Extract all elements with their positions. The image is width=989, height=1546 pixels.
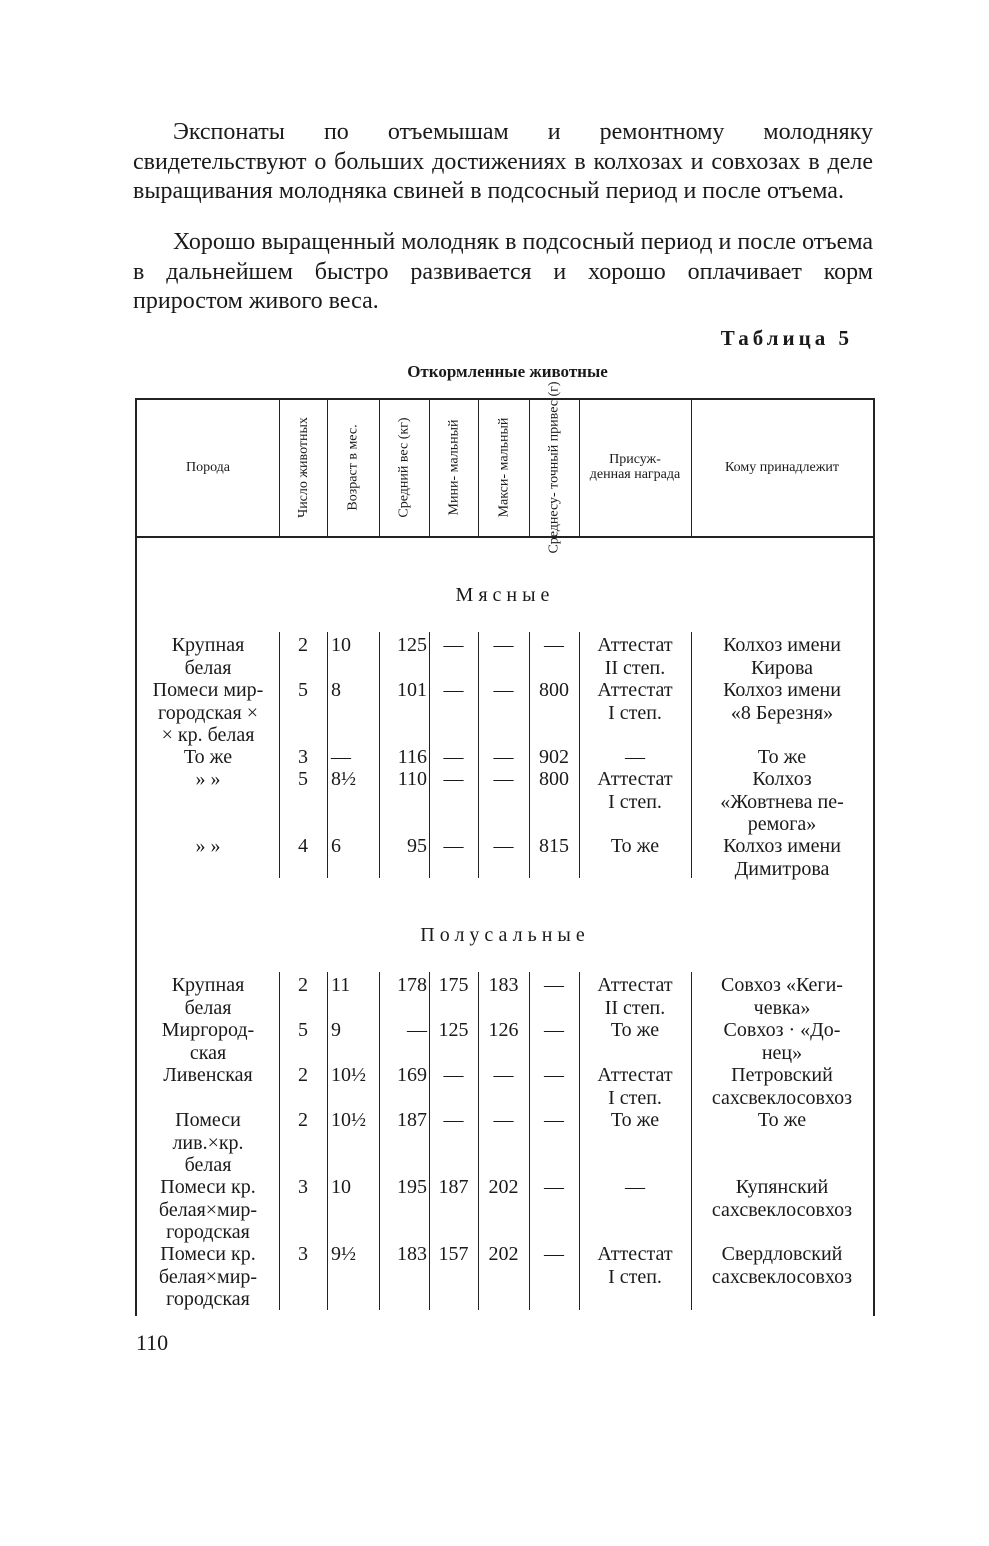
cell-max: 202 (488, 1243, 519, 1265)
header-award: Присуж- денная награда (589, 452, 681, 482)
cell-owner: Купянский (735, 1176, 829, 1198)
cell-gain: — (544, 1176, 564, 1198)
paragraph-2: Хорошо выращенный молодняк в подсосный период и после отъема в дальнейшем быстро развивается и хорошо оплачивает корм приростом живого веса. (133, 229, 873, 314)
column-divider (429, 632, 430, 878)
cell-owner: Колхоз (752, 768, 812, 790)
cell-age: 8½ (331, 768, 356, 790)
cell-breed: То же (183, 746, 233, 768)
cell-n: 2 (298, 974, 308, 996)
cell-award: II степ. (604, 996, 666, 1019)
header-divider (579, 398, 580, 536)
cell-award: Аттестат (597, 634, 673, 656)
cell-gain: — (544, 974, 564, 996)
cell-n: 3 (298, 1176, 308, 1198)
column-divider (478, 972, 479, 1310)
cell-avg: 116 (397, 746, 427, 768)
cell-age: 8 (331, 679, 341, 701)
cell-age: 9½ (331, 1243, 356, 1265)
cell-breed: белая (184, 1154, 232, 1176)
cell-owner: Совхоз «Кеги- (721, 974, 843, 996)
cell-min: — (443, 746, 464, 768)
section-heading-meat: Мясные (455, 584, 555, 606)
cell-n: 2 (298, 1064, 308, 1086)
cell-gain: 815 (539, 835, 569, 857)
cell-max: — (493, 1109, 514, 1131)
cell-age: 9 (331, 1019, 341, 1041)
cell-owner: сахсвеклосовхоз (711, 1198, 853, 1221)
cell-age: 11 (331, 974, 351, 996)
cell-gain: 800 (539, 679, 569, 701)
cell-min: — (443, 768, 464, 790)
header-owner: Кому принадлежит (724, 459, 840, 475)
cell-max: — (493, 835, 514, 857)
cell-min: — (443, 679, 464, 701)
cell-award: I степ. (608, 1086, 662, 1109)
header-divider (429, 398, 430, 536)
cell-gain: — (544, 634, 564, 656)
cell-max: — (493, 1064, 514, 1086)
cell-max: — (493, 768, 514, 790)
cell-owner: сахсвеклосовхоз (711, 1265, 853, 1288)
cell-award: II степ. (604, 656, 666, 679)
paragraph-1: Экспонаты по отъемышам и ремонтному молодняку свидетельствуют о больших достижениях в колхозах и совхозах в деле выращивания молодняка свиней в подсосный период и после отъема. (133, 119, 873, 204)
cell-age: 10 (331, 634, 351, 656)
cell-breed: белая×мир- (158, 1198, 258, 1221)
cell-avg: 101 (397, 679, 427, 701)
cell-breed: Помеси (175, 1109, 241, 1131)
cell-max: 202 (488, 1176, 519, 1198)
cell-min: 157 (438, 1243, 469, 1265)
header-divider (279, 398, 280, 536)
cell-owner: Димитрова (734, 857, 830, 880)
cell-breed: ская (189, 1041, 227, 1064)
cell-owner: ремога» (747, 813, 817, 835)
cell-breed: Миргород- (161, 1019, 255, 1041)
cell-min: — (443, 1064, 464, 1086)
cell-avg: 125 (397, 634, 427, 656)
cell-n: 5 (298, 768, 308, 790)
cell-n: 3 (298, 746, 308, 768)
cell-breed: Крупная (171, 634, 245, 656)
cell-breed: лив.×кр. (172, 1131, 244, 1154)
column-divider (279, 632, 280, 878)
cell-breed: белая×мир- (158, 1265, 258, 1288)
cell-breed: » » (195, 835, 221, 857)
cell-gain: — (544, 1243, 564, 1265)
header-count: Число животных (295, 416, 311, 518)
header-divider (478, 398, 479, 536)
cell-gain: 902 (539, 746, 569, 768)
cell-owner: Свердловский (721, 1243, 843, 1265)
cell-age: 6 (331, 835, 341, 857)
cell-award: Аттестат (597, 768, 673, 790)
cell-breed: белая (184, 656, 232, 679)
cell-max: 126 (488, 1019, 519, 1041)
header-age: Возраст в мес. (345, 423, 361, 511)
cell-avg: 169 (397, 1064, 427, 1086)
cell-award: То же (610, 835, 660, 857)
cell-n: 5 (298, 1019, 308, 1041)
cell-gain: — (544, 1019, 564, 1041)
cell-gain: — (544, 1064, 564, 1086)
column-divider (327, 632, 328, 878)
cell-age: — (331, 746, 351, 768)
cell-gain: 800 (539, 768, 569, 790)
cell-max: 183 (488, 974, 519, 996)
cell-max: — (493, 746, 514, 768)
cell-n: 2 (298, 1109, 308, 1131)
cell-owner: нец» (761, 1041, 803, 1064)
cell-min: 175 (438, 974, 469, 996)
cell-age: 10½ (331, 1109, 366, 1131)
cell-breed: городская (166, 1288, 250, 1310)
cell-owner: Кирова (750, 656, 814, 679)
cell-gain: — (544, 1109, 564, 1131)
cell-award: То же (610, 1109, 660, 1131)
cell-breed: Помеси мир- (152, 679, 264, 701)
header-divider (379, 398, 380, 536)
cell-min: — (443, 634, 464, 656)
cell-avg: 183 (397, 1243, 427, 1265)
cell-avg: 187 (397, 1109, 427, 1131)
header-divider (691, 398, 692, 536)
column-divider (379, 972, 380, 1310)
table-number-label: Таблица 5 (720, 326, 853, 350)
cell-breed: × кр. белая (161, 724, 255, 746)
cell-owner: Совхоз · «До- (723, 1019, 841, 1041)
cell-award: — (625, 746, 645, 768)
cell-owner: То же (757, 746, 807, 768)
column-divider (279, 972, 280, 1310)
cell-max: — (493, 679, 514, 701)
cell-avg: 110 (397, 768, 427, 790)
cell-owner: То же (757, 1109, 807, 1131)
cell-min: 187 (438, 1176, 469, 1198)
column-divider (529, 972, 530, 1310)
column-divider (691, 972, 692, 1310)
cell-min: — (443, 1109, 464, 1131)
cell-award: То же (610, 1019, 660, 1041)
cell-owner: «8 Березня» (730, 701, 834, 724)
table-header-rule (137, 536, 873, 538)
cell-breed: Помеси кр. (160, 1176, 256, 1198)
cell-avg: 195 (397, 1176, 427, 1198)
header-max: Макси- мальный (496, 417, 512, 517)
page-number: 110 (136, 1330, 169, 1355)
cell-breed: Крупная (171, 974, 245, 996)
cell-avg: 95 (407, 835, 427, 857)
column-divider (379, 632, 380, 878)
column-divider (529, 632, 530, 878)
column-divider (429, 972, 430, 1310)
cell-breed: Ливенская (163, 1064, 253, 1086)
column-divider (579, 972, 580, 1310)
cell-owner: чевка» (753, 996, 811, 1019)
cell-max: — (493, 634, 514, 656)
cell-min: — (443, 835, 464, 857)
cell-breed: белая (184, 996, 232, 1019)
cell-owner: Колхоз имени (723, 835, 841, 857)
column-divider (691, 632, 692, 878)
cell-avg: — (407, 1019, 427, 1041)
cell-avg: 178 (397, 974, 427, 996)
header-divider (327, 398, 328, 536)
cell-age: 10 (331, 1176, 351, 1198)
table-title: Откормленные животные (407, 362, 608, 381)
cell-award: Аттестат (597, 974, 673, 996)
cell-breed: Помеси кр. (160, 1243, 256, 1265)
header-avg-weight: Средний вес (кг) (396, 416, 412, 518)
cell-award: — (625, 1176, 645, 1198)
cell-award: Аттестат (597, 1243, 673, 1265)
cell-n: 5 (298, 679, 308, 701)
cell-award: I степ. (608, 1265, 662, 1288)
header-daily-gain: Среднесу- точный привес (г) (546, 380, 562, 554)
cell-breed: городская × (158, 701, 258, 724)
header-breed: Порода (185, 459, 231, 475)
cell-owner: сахсвеклосовхоз (711, 1086, 853, 1109)
column-divider (478, 632, 479, 878)
cell-award: Аттестат (597, 1064, 673, 1086)
column-divider (327, 972, 328, 1310)
header-divider (529, 398, 530, 536)
cell-breed: » » (195, 768, 221, 790)
cell-owner: «Жовтнева пе- (720, 790, 844, 813)
cell-min: 125 (438, 1019, 469, 1041)
cell-breed: городская (166, 1221, 250, 1243)
cell-award: I степ. (608, 790, 662, 813)
data-table (135, 380, 875, 1316)
cell-age: 10½ (331, 1064, 366, 1086)
header-min: Мини- мальный (446, 419, 462, 515)
cell-n: 3 (298, 1243, 308, 1265)
cell-award: I степ. (608, 701, 662, 724)
cell-owner: Колхоз имени (723, 679, 841, 701)
column-divider (579, 632, 580, 878)
cell-owner: Колхоз имени (723, 634, 841, 656)
cell-n: 2 (298, 634, 308, 656)
cell-n: 4 (298, 835, 308, 857)
section-heading-semi: Полусальные (420, 924, 590, 946)
cell-award: Аттестат (597, 679, 673, 701)
cell-owner: Петровский (731, 1064, 833, 1086)
